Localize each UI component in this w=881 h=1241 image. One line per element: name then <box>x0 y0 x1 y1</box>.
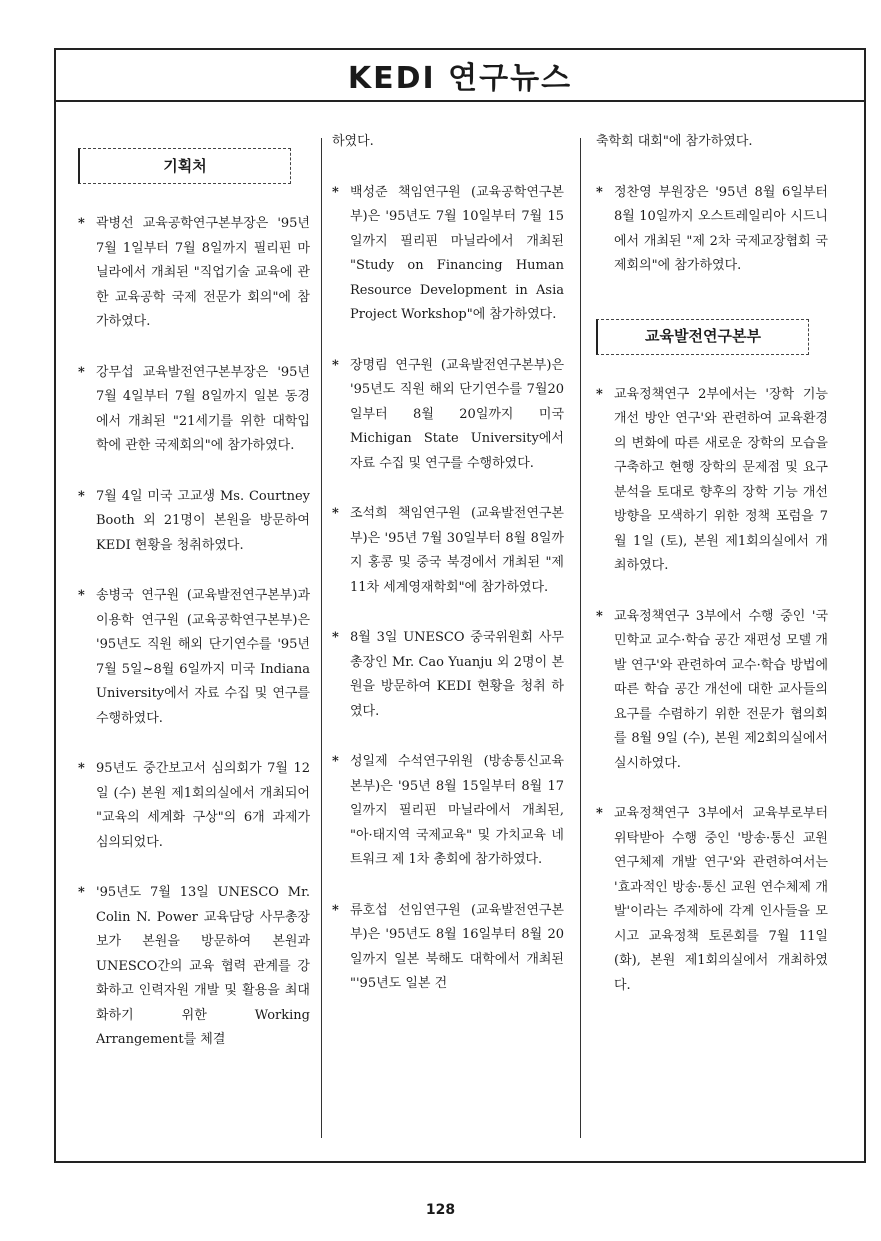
column-divider <box>321 138 322 1138</box>
news-item-text: 성일제 수석연구위원 (방송통신교육본부)은 '95년 8월 15일부터 8월 17일까지 필리핀 마닐라에서 개최된, "아·태지역 국제교육" 및 가치교육 네트워크 제 1차 총회에 참가하였다. <box>350 754 564 867</box>
bullet-star-icon: * <box>78 364 85 380</box>
news-item <box>596 383 828 579</box>
bullet-star-icon: * <box>78 885 85 900</box>
news-item-text: 정찬영 부원장은 '95년 8월 6일부터 8월 10일까지 오스트레일리아 시드니에서 개최된 "제 2차 국제교장협회 국제회의"에 참가하였다. <box>614 184 828 273</box>
section-banner <box>56 50 864 102</box>
bullet-star-icon: * <box>332 357 339 373</box>
news-item <box>78 361 310 459</box>
news-item-text: 교육정책연구 3부에서 교육부로부터 위탁받아 수행 중인 '방송·통신 교원 연구체제 개발 연구'와 관련하여서는 '효과적인 방송·통신 교원 연수체제 개발'이라는 주제하에 각계 인사들을 모시고 교육정책 토론회를 7월 11일 (화), 본원 제1회의실에서 개최하였다. <box>614 806 828 993</box>
department-heading-label: 기획처 <box>163 156 207 175</box>
news-item <box>332 181 564 328</box>
continued-text: 하였다. <box>332 134 374 149</box>
bullet-star-icon: * <box>332 902 339 918</box>
news-item <box>78 212 310 335</box>
news-item-text: 조석희 책임연구원 (교육발전연구본부)은 '95년 7월 30일부터 8월 8일까지 홍콩 및 중국 북경에서 개최된 "제 11차 세계영재학회"에 참가하였다. <box>350 506 564 595</box>
department-heading <box>78 148 291 184</box>
news-item <box>332 899 564 997</box>
news-item-text: 8월 3일 UNESCO 중국위원회 사무총장인 Mr. Cao Yuanju 외 2명이 본원을 방문하여 KEDI 현황을 청취 하였다. <box>350 630 564 719</box>
news-item <box>596 802 828 998</box>
news-item <box>332 502 564 600</box>
news-item <box>596 181 828 279</box>
bullet-star-icon: * <box>332 506 339 521</box>
news-item <box>332 750 564 873</box>
news-item-text: 교육정책연구 2부에서는 '장학 기능 개선 방안 연구'와 관련하여 교육환경의 변화에 따른 새로운 장학의 모습을 구축하고 현행 장학의 문제점 및 요구 분석을 토대로 향후의 장학 기능 개선 방향을 모색하기 위한 정책 포럼을 7월 1일 (토), 본원 제1회의실에서 개최하였다. <box>614 386 828 573</box>
news-item <box>78 485 310 559</box>
section-title: KEDI 연구뉴스 <box>347 61 573 96</box>
bullet-star-icon: * <box>596 386 603 402</box>
column-middle <box>332 130 564 1023</box>
bullet-star-icon: * <box>332 630 339 645</box>
continued-text: 축학회 대회"에 참가하였다. <box>596 134 753 149</box>
news-item-text: 교육정책연구 3부에서 수행 중인 '국민학교 교수·학습 공간 재편성 모델 개발 연구'와 관련하여 교수·학습 방법에 따른 학습 공간 개선에 대한 교사들의 요구를 수렴하기 위한 전문가 협의회를 8월 9일 (수), 본원 제2회의실에서 실시하였다. <box>614 608 828 771</box>
news-item <box>596 605 828 777</box>
bullet-star-icon: * <box>332 754 339 769</box>
news-item <box>332 354 564 477</box>
news-item <box>78 584 310 731</box>
news-item-text: 곽병선 교육공학연구본부장은 '95년 7월 1일부터 7월 8일까지 필리핀 마닐라에서 개최된 "직업기술 교육에 관한 교육공학 국제 전문가 회의"에 참가하였다. <box>96 216 310 329</box>
department-heading <box>596 319 809 355</box>
bullet-star-icon: * <box>332 184 339 200</box>
column-right <box>596 130 828 1024</box>
bullet-star-icon: * <box>596 608 603 624</box>
bullet-star-icon: * <box>596 184 603 200</box>
news-item-text: 류호섭 선임연구원 (교육발전연구본부)은 '95년도 8월 16일부터 8월 20일까지 일본 북해도 대학에서 개최된 "'95년도 일본 건 <box>350 902 564 991</box>
news-item-text: 백성준 책임연구원 (교육공학연구본부)은 '95년도 7월 10일부터 7월 15일까지 필리핀 마닐라에서 개최된 "Study on Financing Human Resource Development in Asia Project Workshop"에 참가하였다. <box>350 184 564 322</box>
bullet-star-icon: * <box>78 488 85 504</box>
news-item <box>78 757 310 855</box>
page-number: 128 <box>425 1202 456 1218</box>
news-item <box>332 626 564 724</box>
bullet-star-icon: * <box>78 761 85 776</box>
bullet-star-icon: * <box>78 216 85 231</box>
news-item-text: 95년도 중간보고서 심의회가 7월 12일 (수) 본원 제1회의실에서 개최되어 "교육의 세계화 구상"의 6개 과제가 심의되었다. <box>96 761 310 850</box>
news-item <box>78 881 310 1053</box>
article-frame <box>54 48 866 1163</box>
news-item-text: 7월 4일 미국 고교생 Ms. Courtney Booth 외 21명이 본원을 방문하여 KEDI 현황을 청취하였다. <box>96 488 310 553</box>
column-left <box>78 130 310 1079</box>
news-item-text: '95년도 7월 13일 UNESCO Mr. Colin N. Power 교육담당 사무총장보가 본원을 방문하여 본원과 UNESCO간의 교육 협력 관계를 강화하고 인력자원 개발 및 활용을 최대화하기 위한 Working Arrangement를 체결 <box>96 885 310 1047</box>
bullet-star-icon: * <box>78 588 85 603</box>
bullet-star-icon: * <box>596 806 603 821</box>
news-item-text: 강무섭 교육발전연구본부장은 '95년 7월 4일부터 7월 8일까지 일본 동경에서 개최된 "21세기를 위한 대학입학에 관한 국제회의"에 참가하였다. <box>96 364 310 453</box>
department-heading-label: 교육발전연구본부 <box>645 327 761 346</box>
column-divider <box>580 138 581 1138</box>
news-item-text: 송병국 연구원 (교육발전연구본부)과 이용학 연구원 (교육공학연구본부)은 '95년도 직원 해외 단기연수를 '95년 7월 5일~8월 6일까지 미국 Indiana University에서 자료 수집 및 연구를 수행하였다. <box>96 588 310 726</box>
news-item-text: 장명림 연구원 (교육발전연구본부)은 '95년도 직원 해외 단기연수를 7월20일부터 8월 20일까지 미국 Michigan State University에서 자료 수집 및 연구를 수행하였다. <box>350 357 564 471</box>
